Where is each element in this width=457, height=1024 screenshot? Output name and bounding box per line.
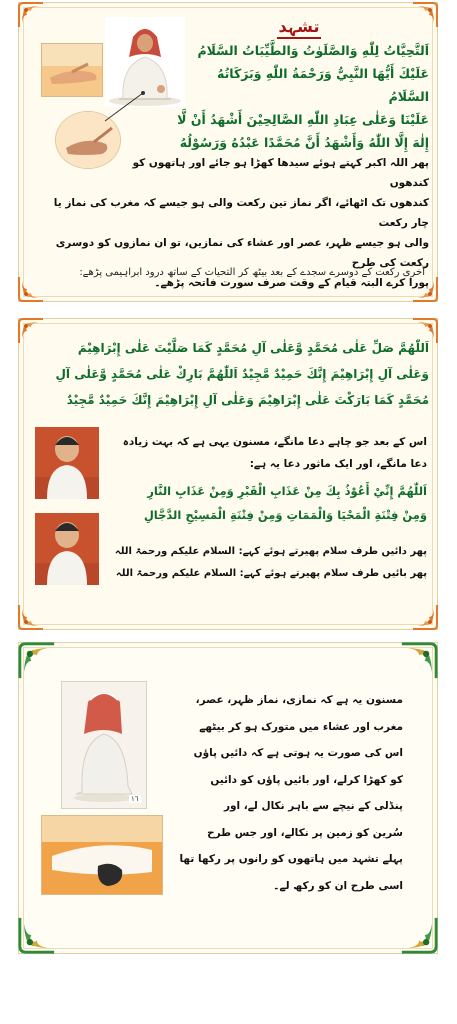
- dua-arabic: [109, 479, 427, 527]
- urdu-line: پورا کرے البتہ قیام کے وقت صرف سورت فاتحہ پڑھے۔: [154, 277, 429, 289]
- arabic-line: وَمِنْ فِتْنَةِ الْمَحْيَا وَالْمَمَاتِ وَمِنْ فِتْنَةِ الْمَسِيْحِ الدَّجَّالِ: [143, 508, 427, 522]
- corner-ornament-icon: [411, 603, 439, 631]
- foot-position-photo: [41, 815, 163, 895]
- tashahhud-card: [18, 2, 438, 302]
- corner-ornament-icon: [17, 603, 45, 631]
- photo-number: ١٦: [131, 795, 139, 803]
- salam-left-line: پھر بائیں طرف سلام پھیرتے ہوئے کہے: السلام علیکم ورحمۃ اللہ: [115, 568, 427, 579]
- urdu-line: کو کھڑا کرلے، اور بائیں پاؤں کو دائیں: [210, 773, 403, 786]
- durood-card: [18, 318, 438, 630]
- arabic-line: مُحَمَّدٍ كَمَا بَارَكْتَ عَلٰى إِبْرَاهِيْمَ وَعَلٰى آلِ إِبْرَاهِيْمَ إِنَّكَ حَمِيْدٌ مَّجِيْدٌ: [66, 393, 429, 407]
- urdu-line: مسنون یہ ہے کہ نمازی، نماز ظہر، عصر،: [195, 694, 403, 706]
- corner-ornament-icon: [17, 1, 45, 29]
- corner-ornament-icon: [399, 915, 439, 955]
- arabic-line: عَلَيْكَ أَيُّهَا النَّبِيُّ وَرَحْمَةُ اللّٰهِ وَبَرَكَاتُهُ السَّلَامُ: [217, 66, 429, 104]
- corner-ornament-icon: [17, 641, 57, 681]
- urdu-line: سُرین کو زمین پر نکالے، اور جس طرح: [207, 826, 403, 839]
- urdu-line: اسی طرح ان کو رکھ لے۔: [273, 879, 403, 892]
- dua-instruction: [109, 431, 427, 475]
- arabic-line: إِلٰهَ إِلَّا اللّٰهُ وَأَشْهَدُ أَنَّ مُحَمَّدًا عَبْدُهُ وَرَسُوْلُهُ: [179, 135, 429, 150]
- urdu-line: مغرب اور عشاء میں متورک ہو کر بیٹھے: [199, 720, 403, 733]
- corner-ornament-icon: [17, 915, 57, 955]
- urdu-line: پنڈلی کے نیچے سے باہر نکال لے، اور: [223, 800, 403, 812]
- urdu-line: پھر اللہ اکبر کہتے ہوئے سیدھا کھڑا ہو جائے اور ہاتھوں کو کندھوں: [132, 157, 429, 189]
- tawarruk-card: [18, 642, 438, 954]
- corner-ornament-icon: [399, 641, 439, 681]
- arabic-line: اَللّٰهُمَّ إِنِّيْ أَعُوْذُ بِكَ مِنْ عَذَابِ الْقَبْرِ وَمِنْ عَذَابِ النَّارِ: [147, 484, 427, 498]
- hand-on-knee-photo: [41, 43, 103, 97]
- salam-instructions: [109, 541, 427, 585]
- arabic-line: عَلَيْنَا وَعَلٰى عِبَادِ اللّٰهِ الصَّالِحِيْنَ أَشْهَدُ أَنْ لَّا: [177, 112, 429, 127]
- urdu-line: دعا مانگے، اور ایک ماثور دعا یہ ہے:: [249, 458, 427, 470]
- corner-ornament-icon: [411, 1, 439, 29]
- urdu-line: پہلے تشہد میں ہاتھوں کو رانوں پر رکھا تھا: [179, 853, 403, 865]
- boy-looking-right-photo: [35, 427, 99, 499]
- boy-looking-left-photo: [35, 513, 99, 585]
- section-title: تشہد: [259, 17, 339, 39]
- tashahhud-arabic: [174, 39, 429, 154]
- durood-arabic: [33, 335, 429, 413]
- tawarruk-sitting-photo: [61, 681, 147, 809]
- urdu-line: کندھوں تک اٹھائے، اگر نماز تین رکعت والی ہو جیسے کہ مغرب کی نماز یا چار رکعت: [53, 197, 429, 229]
- footer-instruction: آخری رکعت کے دوسرے سجدے کے بعد بیٹھ کر التحیات کے ساتھ درود ابراہیمی پڑھے:: [79, 267, 425, 278]
- salam-right-line: پھر دائیں طرف سلام پھیرتے ہوئے کہے: السلام علیکم ورحمۃ اللہ: [114, 546, 427, 557]
- tawarruk-description: [171, 687, 403, 899]
- urdu-line: اس کے بعد جو چاہے دعا مانگے، مسنون یہی ہے کہ بہت زیادہ: [122, 436, 427, 448]
- pointer-line: [99, 89, 149, 125]
- arabic-line: اَللّٰهُمَّ صَلِّ عَلٰى مُحَمَّدٍ وَّعَلٰى آلِ مُحَمَّدٍ كَمَا صَلَّيْتَ عَلٰى إِبْرَاهِيْمَ: [77, 341, 429, 355]
- arabic-line: اَلتَّحِيَّاتُ لِلّٰهِ وَالصَّلَوٰتُ وَالطَّيِّبَاتُ السَّلَامُ: [197, 43, 429, 58]
- arabic-line: وَعَلٰى آلِ إِبْرَاهِيْمَ إِنَّكَ حَمِيْدٌ مَّجِيْدٌ اَللّٰهُمَّ بَارِكْ عَلٰى مُحَمَّدٍ وَّعَلٰى آلِ: [55, 367, 429, 381]
- urdu-line: اس کی صورت یہ ہوتی ہے کہ دائیں پاؤں: [193, 747, 403, 759]
- urdu-line: والی ہو جیسے ظہر، عصر اور عشاء کی نمازیں، تو ان نمازوں کو دوسری رکعت کی طرح: [55, 237, 429, 269]
